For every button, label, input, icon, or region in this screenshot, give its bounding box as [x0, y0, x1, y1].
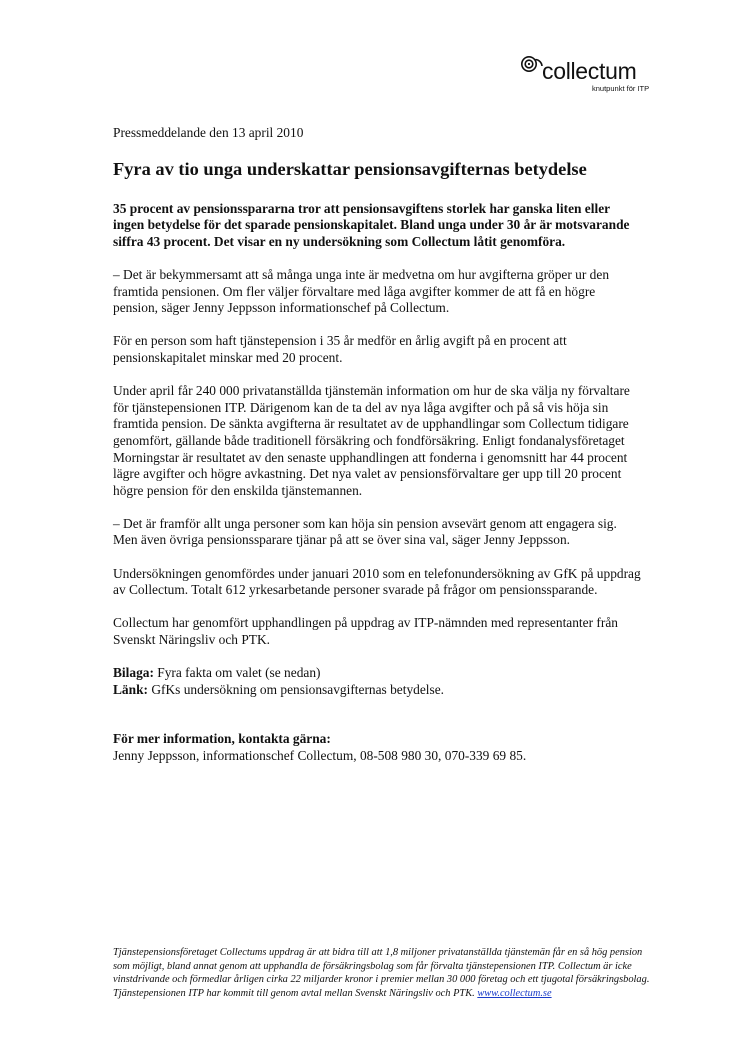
attachment-line [113, 665, 643, 682]
footer-text: Tjänstepensionsföretaget Collectums uppdrag är att bidra till att 1,8 miljoner privatanställda tjänstemän får en så hög pension som möjligt, bland annat genom att upphandla de försäkringsbolag som får förvalta tjänstepensionen ITP. Collectum är icke vinstdrivande och förmedlar årligen cirka 22 miljarder kronor i premier mellan 30 000 företag och ett tjugotal försäkringsbolag. Tjänstepensionen ITP har kommit till genom avtal mellan Svenskt Näringsliv och PTK. [113, 947, 650, 999]
contact-line: Jenny Jeppsson, informationschef Collectum, 08-508 980 30, 070-339 69 85. [113, 748, 527, 763]
bilaga-text: Fyra fakta om valet (se nedan) [153, 665, 321, 681]
body-paragraph: Undersökningen genomfördes under januari 2010 som en telefonundersökning av GfK på uppdrag av Collectum. Totalt 612 yrkesarbetande personer svarade på frågor om pensionssparande. [113, 565, 641, 598]
dateline: Pressmeddelande den 13 april 2010 [113, 125, 304, 140]
logo-tagline: knutpunkt för ITP [592, 84, 650, 93]
logo-wordmark: collectum [542, 58, 637, 84]
footer-boilerplate [113, 946, 653, 1000]
body-paragraph: – Det är bekymmersamt att så många unga inte är medvetna om hur avgifterna gröper ur den framtida pensionen. Om fler väljer förvaltare med låga avgifter kommer de att få en högre pension, säger Jenny Jeppsson informationschef på Collectum. [113, 266, 610, 316]
body-paragraph: För en person som haft tjänstepension i 35 år medför en årlig avgift på en procent att pensionskapitalet minskar med 20 procent. [113, 333, 567, 365]
contact-title: För mer information, kontakta gärna: [113, 731, 331, 747]
headline: Fyra av tio unga underskattar pensionsavgifternas betydelse [113, 158, 587, 179]
bilaga-label: Bilaga: [113, 665, 154, 681]
collectum-logo [520, 52, 660, 96]
body-paragraph: Collectum har genomfört upphandlingen på uppdrag av ITP-nämnden med representanter från Svenskt Näringsliv och PTK. [113, 615, 618, 648]
press-release-body [113, 125, 643, 781]
footer-website-link[interactable]: www.collectum.se [477, 987, 552, 999]
link-line [113, 682, 643, 699]
lank-label: Länk: [113, 681, 148, 697]
body-paragraph: – Det är framför allt unga personer som kan höja sin pension avsevärt genom att engagera sig. Men även övriga pensionssparare tjänar på att se över sina val, säger Jenny Jeppsson. [113, 515, 617, 548]
lead-paragraph: 35 procent av pensionsspararna tror att pensionsavgiftens storlek har ganska liten eller ingen betydelse för det sparade pensionskapitalet. Bland unga under 30 år är motsvarande siffra 43 procent. Det visar en ny undersökning som Collectum låtit genomföra. [113, 200, 630, 249]
lank-text: GfKs undersökning om pensionsavgifternas betydelse. [147, 681, 445, 697]
body-paragraph: Under april får 240 000 privatanställda tjänstemän information om hur de ska välja ny förvaltare för tjänstepensionen ITP. Därigenom kan de ta del av nya låga avgifter och på så vis höja sin framtida pension. De sänkta avgifterna är resultatet av de upphandlingar som Collectum tidigare genomfört, gällande både traditionell försäkring och fondförsäkring. Enligt fondanalysföretaget Morningstar är resultatet av den senaste upphandlingen att fonderna i genomsnitt har 44 procent lägre avgifter och högre avkastning. Det nya valet av pensionsförvaltare ger upp till 20 procent högre pension för den enskilda tjänstemannen. [113, 383, 630, 498]
